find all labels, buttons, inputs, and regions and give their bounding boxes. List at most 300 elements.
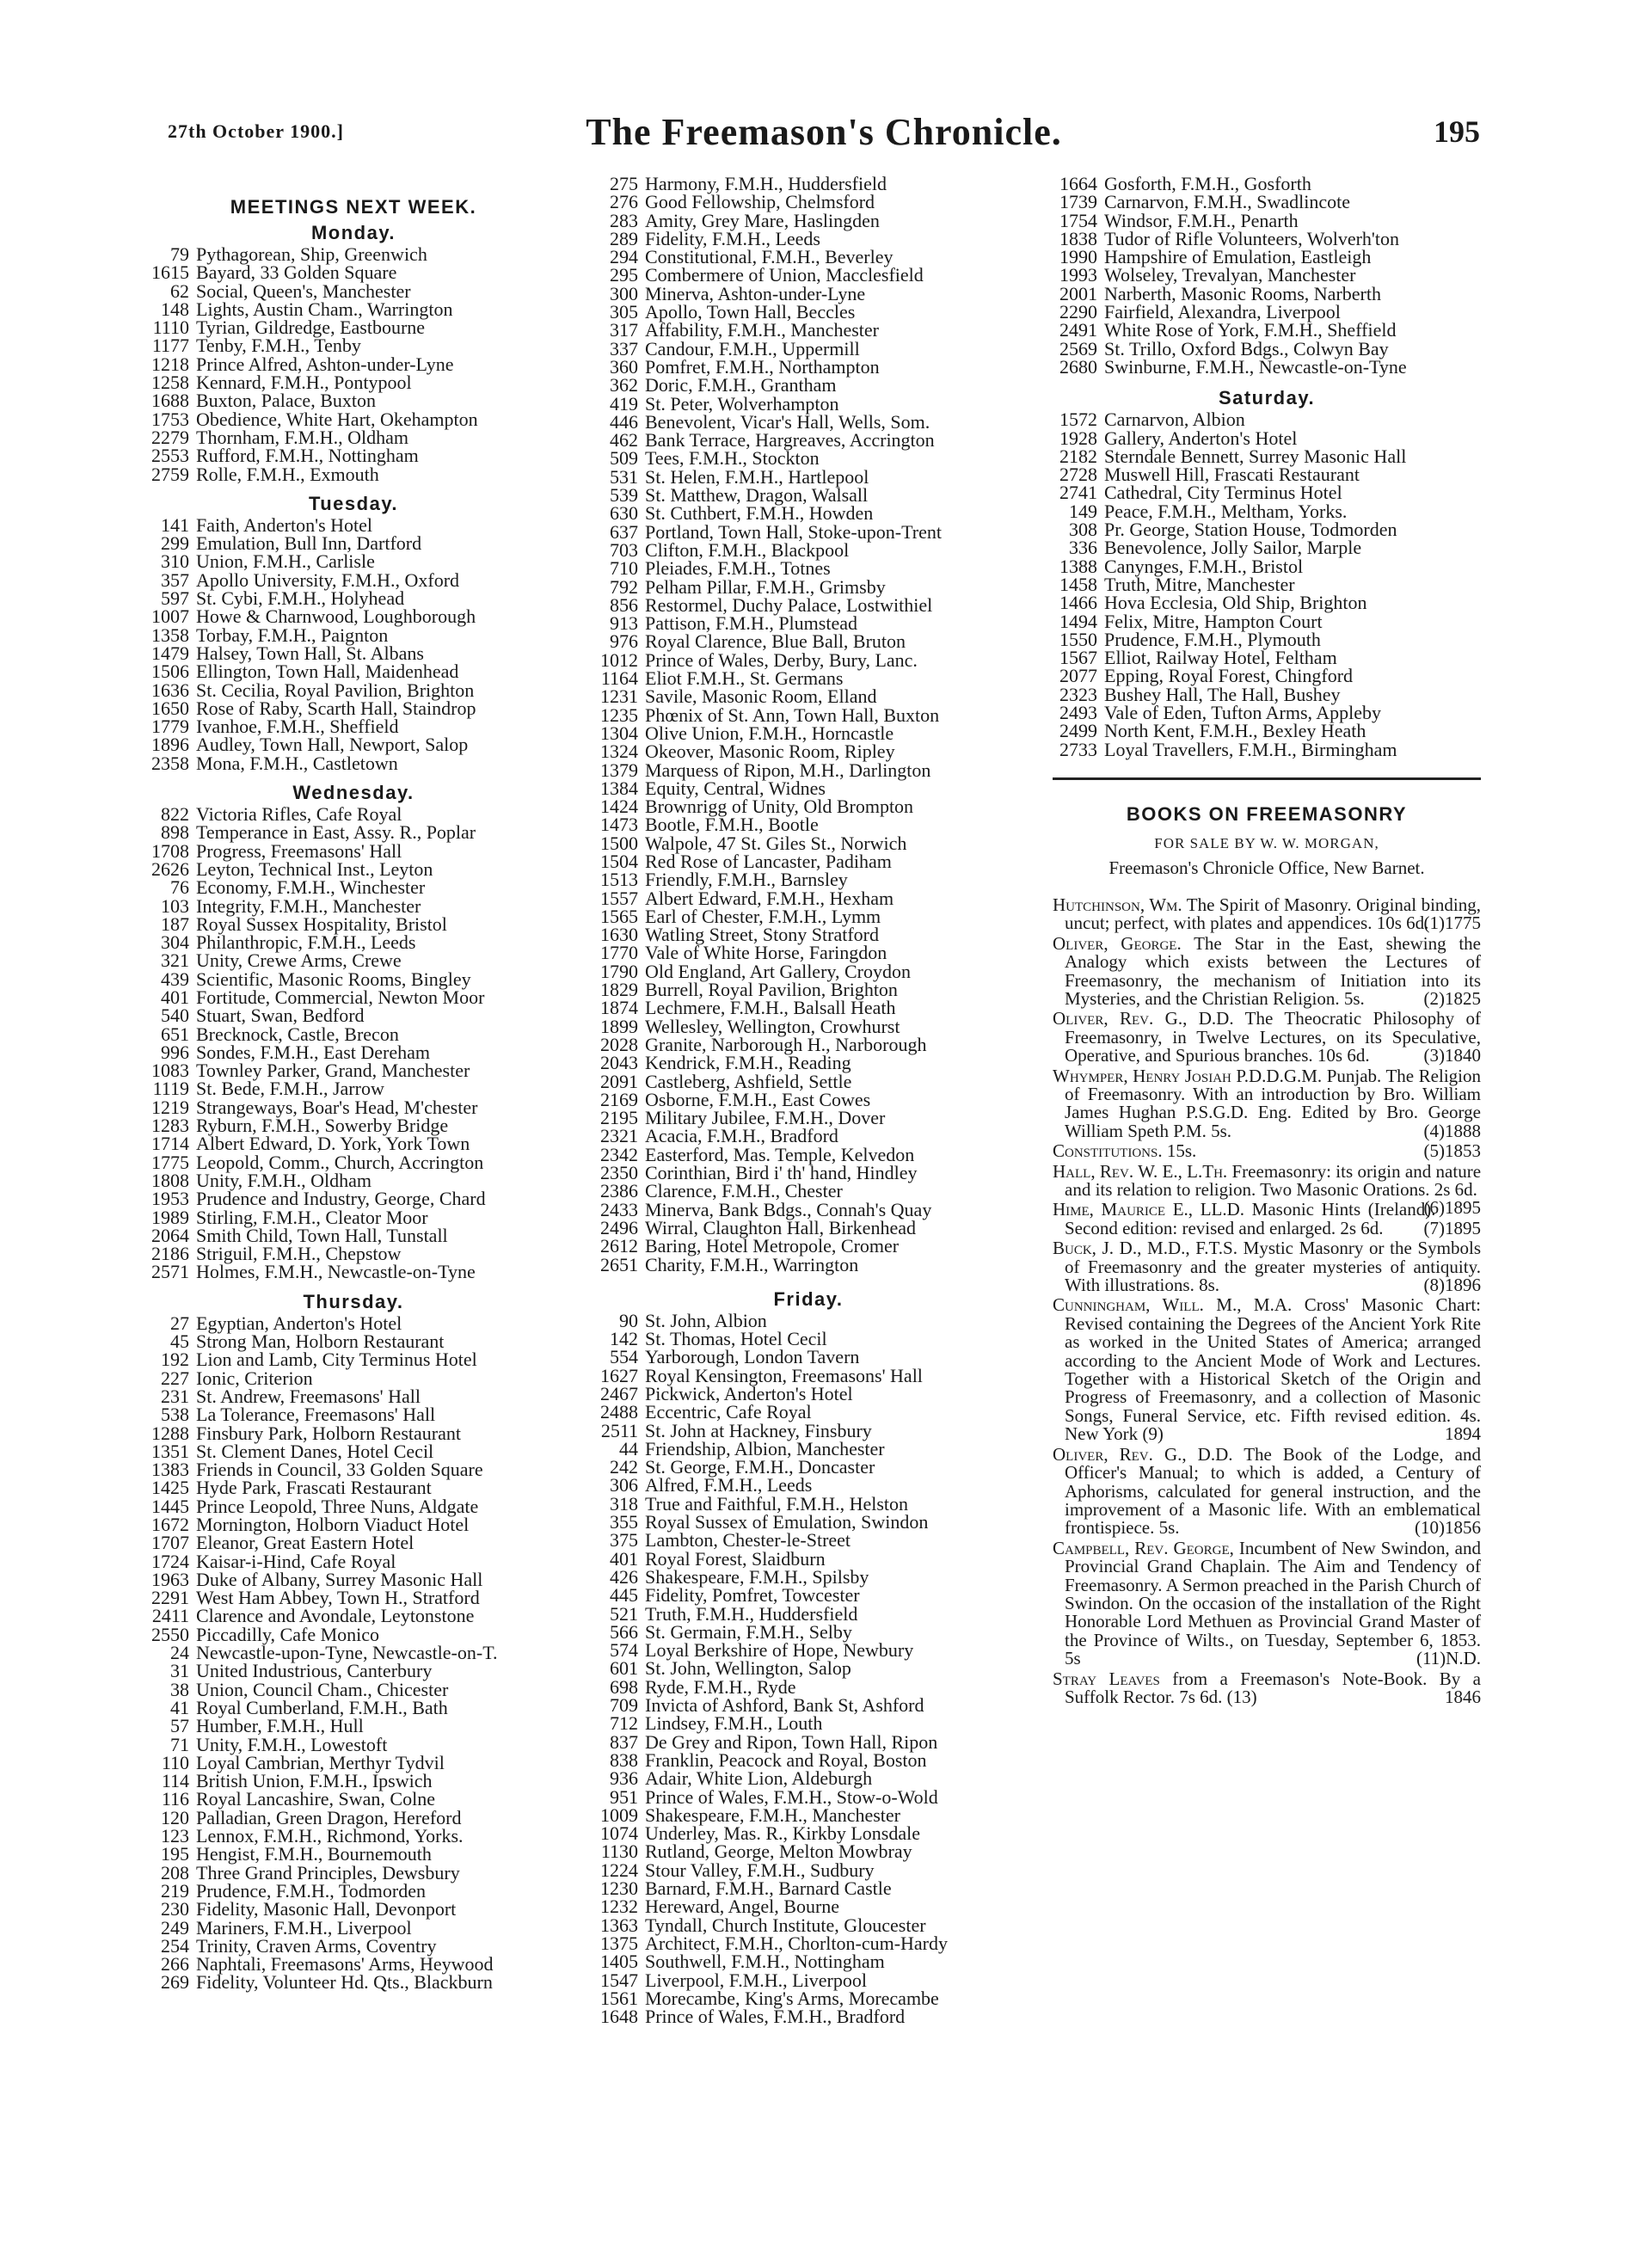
- books-list: [1053, 896, 1481, 1706]
- lodge-name: Clarence, F.M.H., Chester: [645, 1180, 843, 1202]
- lodge-entry: [144, 839, 562, 862]
- lodge-number: 1379: [600, 759, 638, 781]
- lodge-name: St. John at Hackney, Finsbury: [645, 1419, 872, 1441]
- column-1: [144, 175, 562, 1992]
- lodge-name: Lindsey, F.M.H., Louth: [645, 1712, 823, 1735]
- lodge-entry: [593, 907, 1023, 925]
- lodge-number: 1424: [600, 796, 638, 818]
- lodge-number: 208: [161, 1861, 189, 1883]
- lodge-entry: [593, 1253, 1023, 1275]
- lodge-entry: [593, 1309, 1023, 1331]
- lodge-number: 446: [610, 410, 638, 433]
- lodge-entry: [1053, 248, 1481, 266]
- lodge-name: Friendship, Albion, Manchester: [645, 1437, 885, 1459]
- lodge-number: 103: [161, 894, 189, 917]
- lodge-entry: [144, 821, 562, 844]
- lodge-name: Wolseley, Trevalyan, Manchester: [1104, 264, 1356, 286]
- lodge-name: British Union, F.M.H., Ipswich: [196, 1770, 433, 1792]
- lodge-entry: [593, 248, 1023, 266]
- lodge-name: Epping, Royal Forest, Chingford: [1104, 665, 1354, 687]
- lodge-number: 1688: [151, 390, 189, 412]
- lodge-name: Loyal Cambrian, Merthyr Tydvil: [196, 1751, 445, 1773]
- lodge-name: Bayard, 33 Golden Square: [196, 261, 397, 284]
- lodge-name: Sterndale Bennett, Surrey Masonic Hall: [1104, 445, 1407, 467]
- column-2: [593, 173, 1023, 2028]
- lodge-entry: [144, 1404, 562, 1426]
- lodge-entry: [144, 1552, 562, 1570]
- book-author: Oliver, Rev. G., D.D.: [1053, 1443, 1233, 1465]
- lodge-name: Kennard, F.M.H., Pontypool: [196, 372, 412, 394]
- lodge-number: 71: [170, 1733, 189, 1755]
- lodge-entry: [144, 1662, 562, 1680]
- lodge-entry: [144, 300, 562, 318]
- lodge-name: Clarence and Avondale, Leytonstone: [196, 1605, 475, 1627]
- lodge-entry: [144, 915, 562, 933]
- lodge-name: Baring, Hotel Metropole, Cromer: [645, 1235, 900, 1257]
- lodge-name: Equity, Central, Widnes: [645, 777, 826, 799]
- lodge-name: Harmony, F.M.H., Huddersfield: [645, 173, 887, 194]
- lodge-entry: [593, 706, 1023, 724]
- lodge-number: 419: [610, 392, 638, 415]
- lodge-name: Rolle, F.M.H., Exmouth: [196, 463, 379, 485]
- lodge-number: 2493: [1059, 702, 1097, 724]
- lodge-entry: [593, 1529, 1023, 1552]
- lodge-name: Prince of Wales, Derby, Bury, Lanc.: [645, 648, 918, 671]
- lodge-name: Hereward, Angel, Bourne: [645, 1896, 840, 1918]
- lodge-entry: [593, 1951, 1023, 1973]
- lodge-entry: [593, 869, 1023, 891]
- lodge-entry: [593, 355, 1023, 378]
- lodge-number: 1384: [600, 777, 638, 799]
- lodge-name: Tudor of Rifle Volunteers, Wolverh'ton: [1104, 227, 1399, 249]
- lodge-entry: [144, 532, 562, 555]
- lodge-number: 838: [610, 1748, 638, 1771]
- lodge-entry: [144, 1314, 562, 1332]
- lodge-number: 898: [161, 821, 189, 844]
- lodge-number: 1012: [600, 648, 638, 671]
- lodge-number: 1993: [1059, 264, 1097, 286]
- lodge-number: 375: [610, 1529, 638, 1552]
- lodge-entry: [144, 1369, 562, 1387]
- lodge-number: 539: [610, 484, 638, 507]
- lodge-number: 1953: [151, 1188, 189, 1210]
- lodge-number: 2350: [600, 1162, 638, 1184]
- lodge-entry: [144, 1515, 562, 1533]
- lodge-entry: [1053, 321, 1481, 339]
- lodge-number: 1636: [151, 679, 189, 701]
- lodge-name: Buxton, Palace, Buxton: [196, 390, 376, 412]
- page-number: 195: [1434, 114, 1480, 149]
- lodge-entry: [593, 1822, 1023, 1845]
- lodge-entry: [144, 335, 562, 357]
- lodge-name: Fortitude, Commercial, Newton Moor: [196, 986, 485, 1008]
- lodge-name: Fidelity, Pomfret, Towcester: [645, 1584, 860, 1607]
- lodge-name: Osborne, F.M.H., East Cowes: [645, 1088, 871, 1110]
- lodge-name: Newcastle-upon-Tyne, Newcastle-on-T.: [196, 1642, 498, 1664]
- book-listing: [1053, 1443, 1481, 1539]
- lodge-entry: [593, 1088, 1023, 1110]
- lodge-number: 2043: [600, 1052, 638, 1074]
- lodge-entry: [144, 1607, 562, 1625]
- lodge-number: 2386: [600, 1180, 638, 1202]
- lodge-entry: [593, 834, 1023, 852]
- lodge-number: 2291: [151, 1587, 189, 1609]
- lodge-entry: [144, 1644, 562, 1662]
- tuesday-heading: Tuesday.: [308, 492, 399, 514]
- lodge-number: 294: [610, 246, 638, 268]
- lodge-name: Lights, Austin Cham., Warrington: [196, 298, 453, 320]
- lodge-number: 1351: [151, 1440, 189, 1462]
- lodge-name: Union, F.M.H., Carlisle: [196, 550, 375, 573]
- lodge-number: 445: [610, 1584, 638, 1607]
- lodge-number: 1110: [152, 316, 189, 339]
- lodge-name: Progress, Freemasons' Hall: [196, 839, 402, 862]
- lodge-entry: [593, 1476, 1023, 1494]
- lodge-entry: [593, 1602, 1023, 1625]
- lodge-number: 1007: [151, 605, 189, 628]
- lodge-name: Benevolent, Vicar's Hall, Wells, Som.: [645, 410, 930, 433]
- lodge-entry: [593, 1216, 1023, 1238]
- lodge-number: 2569: [1059, 337, 1097, 359]
- lodge-name: Pleiades, F.M.H., Totnes: [645, 557, 831, 580]
- lodge-entry: [593, 1109, 1023, 1127]
- lodge-number: 2612: [600, 1235, 638, 1257]
- lodge-number: 2499: [1059, 720, 1097, 742]
- lodge-name: Rufford, F.M.H., Nottingham: [196, 445, 419, 467]
- lodge-number: 2488: [600, 1401, 638, 1423]
- lodge-number: 2491: [1059, 319, 1097, 341]
- lodge-entry: [144, 1827, 562, 1845]
- lodge-name: Friends in Council, 33 Golden Square: [196, 1459, 483, 1481]
- lodge-entry: [593, 1840, 1023, 1863]
- lodge-number: 1724: [151, 1550, 189, 1572]
- lodge-name: True and Faithful, F.M.H., Helston: [645, 1492, 909, 1515]
- lodge-number: 1230: [600, 1877, 638, 1900]
- lodge-name: Wirral, Claughton Hall, Birkenhead: [645, 1216, 916, 1238]
- lodge-number: 509: [610, 447, 638, 470]
- lodge-entry: [593, 1806, 1023, 1824]
- lodge-entry: [1053, 630, 1481, 648]
- book-author: Hall, Rev. W. E., L.Th.: [1053, 1160, 1228, 1182]
- lodge-name: Brownrigg of Unity, Old Brompton: [645, 796, 914, 818]
- lodge-entry: [144, 1442, 562, 1460]
- lodge-name: Charity, F.M.H., Warrington: [645, 1253, 859, 1275]
- lodge-number: 306: [610, 1474, 638, 1496]
- lodge-name: Smith Child, Town Hall, Tunstall: [196, 1224, 448, 1246]
- lodge-name: Carnarvon, F.M.H., Swadlincote: [1104, 191, 1351, 213]
- book-description: Punjab. The Religion of Freemasonry. With an introduction by Bro. William James Hughan P.S.G.D. Eng. Edited by Bro. George William Speth P.M. 5s.: [1065, 1065, 1481, 1141]
- lodge-name: Eleanor, Great Eastern Hotel: [196, 1532, 415, 1554]
- friday-heading: Friday.: [773, 1287, 844, 1310]
- lodge-number: 266: [161, 1953, 189, 1976]
- book-description: The Book of the Lodge, and Officer's Manual; to which is added, a Century of Aphorisms, calculated for general instruction, and the improvement of a Masonic life. With an emblematical frontispiece. 5s.: [1065, 1443, 1481, 1539]
- lodge-number: 710: [610, 557, 638, 580]
- lodge-entry: [144, 1934, 562, 1957]
- lodge-entry: [1053, 667, 1481, 685]
- lodge-name: Lion and Lamb, City Terminus Hotel: [196, 1349, 477, 1371]
- lodge-number: 538: [161, 1404, 189, 1426]
- lodge-entry: [144, 644, 562, 662]
- lodge-entry: [593, 1712, 1023, 1735]
- lodge-entry: [144, 390, 562, 412]
- lodge-entry: [593, 1127, 1023, 1145]
- lodge-entry: [144, 716, 562, 738]
- lodge-number: 1324: [600, 740, 638, 763]
- lodge-name: Naphtali, Freemasons' Arms, Heywood: [196, 1953, 494, 1976]
- lodge-entry: [593, 1437, 1023, 1459]
- lodge-entry: [593, 779, 1023, 797]
- lodge-number: 401: [610, 1547, 638, 1570]
- lodge-number: 123: [161, 1825, 189, 1847]
- lodge-number: 149: [1069, 500, 1097, 522]
- lodge-number: 1219: [151, 1096, 189, 1118]
- lodge-name: Burrell, Royal Pavilion, Brighton: [645, 979, 898, 1001]
- column-3: [1053, 175, 1481, 1708]
- lodge-number: 1083: [151, 1060, 189, 1082]
- lodge-number: 1130: [600, 1840, 638, 1863]
- lodge-number: 90: [619, 1309, 638, 1331]
- lodge-number: 1232: [600, 1896, 638, 1918]
- lodge-name: Tenby, F.M.H., Tenby: [196, 335, 361, 357]
- lodge-entry: [593, 648, 1023, 671]
- lodge-name: Franklin, Peacock and Royal, Boston: [645, 1748, 927, 1771]
- lodge-entry: [1053, 557, 1481, 575]
- lodge-number: 574: [610, 1639, 638, 1662]
- book-author: Cunningham, Will. M., M.A.: [1053, 1294, 1293, 1316]
- lodge-name: Yarborough, London Tavern: [645, 1346, 860, 1368]
- lodge-number: 709: [610, 1694, 638, 1717]
- lodge-name: Rose of Raby, Scarth Hall, Staindrop: [196, 697, 476, 719]
- lodge-name: Howe & Charnwood, Loughborough: [196, 605, 476, 628]
- lodge-number: 120: [161, 1806, 189, 1828]
- lodge-number: 114: [161, 1770, 189, 1792]
- lodge-name: Faith, Anderton's Hotel: [196, 513, 373, 536]
- lodge-entry: [593, 667, 1023, 690]
- lodge-entry: [593, 1916, 1023, 1934]
- lodge-name: Wellesley, Wellington, Crowhurst: [645, 1015, 900, 1037]
- lodge-number: 305: [610, 301, 638, 323]
- lodge-entry: [593, 1694, 1023, 1717]
- lodge-name: Ryburn, F.M.H., Sowerby Bridge: [196, 1115, 449, 1137]
- lodge-number: 1479: [151, 642, 189, 664]
- lodge-name: Townley Parker, Grand, Manchester: [196, 1060, 470, 1082]
- book-description: The Theocratic Philosophy of Freemasonry, in Twelve Lectures, on its Speculative, Operative, and Spurious branches. 10s 6d.: [1065, 1008, 1482, 1066]
- lodge-number: 1790: [600, 960, 638, 982]
- lodge-name: Stuart, Swan, Bedford: [196, 1005, 365, 1027]
- lodge-name: Castleberg, Ashfield, Settle: [645, 1070, 852, 1092]
- lodge-number: 2433: [600, 1198, 638, 1220]
- lodge-entry: [1053, 575, 1481, 593]
- lodge-entry: [144, 754, 562, 772]
- lodge-number: 2182: [1059, 445, 1097, 467]
- lodge-entry: [1053, 409, 1481, 431]
- lodge-number: 57: [170, 1715, 189, 1737]
- lodge-entry: [593, 1547, 1023, 1570]
- book-reference: (7)1895: [1423, 1217, 1481, 1238]
- lodge-entry: [593, 1748, 1023, 1771]
- lodge-entry: [593, 1620, 1023, 1643]
- lodge-number: 1375: [600, 1932, 638, 1954]
- lodge-number: 1565: [600, 905, 638, 927]
- lodge-number: 1494: [1059, 610, 1097, 632]
- lodge-number: 1627: [600, 1364, 638, 1386]
- lodge-entry: [144, 1387, 562, 1405]
- lodge-entry: [144, 681, 562, 699]
- lodge-entry: [593, 999, 1023, 1017]
- lodge-entry: [1053, 227, 1481, 249]
- lodge-entry: [1053, 447, 1481, 465]
- lodge-name: Humber, F.M.H., Hull: [196, 1715, 364, 1737]
- lodge-entry: [144, 1133, 562, 1155]
- lodge-name: Finsbury Park, Holborn Restaurant: [196, 1422, 461, 1444]
- lodge-name: North Kent, F.M.H., Bexley Heath: [1104, 720, 1366, 742]
- lodge-entry: [144, 1971, 562, 1994]
- book-reference: 1846: [1445, 1686, 1481, 1707]
- lodge-name: Military Jubilee, F.M.H., Dover: [645, 1107, 886, 1129]
- lodge-name: Felix, Mitre, Hampton Court: [1104, 610, 1323, 632]
- book-reference: (8)1896: [1423, 1275, 1481, 1296]
- lodge-name: Peace, F.M.H., Meltham, Yorks.: [1104, 500, 1348, 522]
- lodge-name: Victoria Rifles, Cafe Royal: [196, 803, 402, 826]
- lodge-name: Prince of Wales, F.M.H., Bradford: [645, 2006, 906, 2028]
- lodge-entry: [593, 1419, 1023, 1441]
- lodge-entry: [593, 1565, 1023, 1588]
- lodge-number: 2467: [600, 1383, 638, 1404]
- lodge-number: 41: [170, 1696, 189, 1718]
- lodge-name: Granite, Narborough H., Narborough: [645, 1033, 927, 1055]
- lodge-number: 637: [610, 520, 638, 543]
- lodge-number: 2279: [151, 426, 189, 448]
- lodge-number: 1708: [151, 839, 189, 862]
- books-title: BOOKS ON FREEMASONRY: [1126, 802, 1408, 825]
- lodge-name: Economy, F.M.H., Winchester: [196, 876, 426, 899]
- lodge-entry: [144, 699, 562, 717]
- lodge-name: St. George, F.M.H., Doncaster: [645, 1456, 875, 1478]
- lodge-name: Mona, F.M.H., Castletown: [196, 752, 398, 774]
- lodge-entry: [593, 593, 1023, 616]
- lodge-name: Royal Sussex of Emulation, Swindon: [645, 1511, 929, 1533]
- lodge-number: 2759: [151, 463, 189, 485]
- lodge-entry: [1053, 502, 1481, 520]
- lodge-name: Savile, Masonic Room, Elland: [645, 685, 877, 708]
- thursday-heading: Thursday.: [303, 1290, 404, 1312]
- lodge-number: 1500: [600, 832, 638, 854]
- book-author: Stray Leaves: [1053, 1668, 1160, 1689]
- lodge-entry: [1053, 209, 1481, 231]
- lodge-name: St. Cybi, F.M.H., Holyhead: [196, 587, 405, 610]
- lodge-entry: [144, 1696, 562, 1718]
- lodge-name: Striguil, F.M.H., Chepstow: [196, 1243, 402, 1265]
- lodge-name: Loyal Berkshire of Hope, Newbury: [645, 1639, 914, 1662]
- lodge-name: St. Bede, F.M.H., Jarrow: [196, 1078, 384, 1100]
- lodge-entry: [144, 1916, 562, 1939]
- lodge-name: Leopold, Comm., Church, Accrington: [196, 1151, 484, 1173]
- lodge-name: Good Fellowship, Chelmsford: [645, 191, 875, 213]
- lodge-number: 1775: [151, 1151, 189, 1173]
- lodge-number: 2411: [151, 1605, 189, 1627]
- lodge-number: 2001: [1059, 282, 1097, 304]
- lodge-name: Ryde, F.M.H., Ryde: [645, 1675, 796, 1698]
- lodge-name: Truth, F.M.H., Huddersfield: [645, 1602, 858, 1625]
- lodge-entry: [144, 568, 562, 591]
- lodge-number: 1119: [152, 1078, 189, 1100]
- lodge-number: 269: [161, 1971, 189, 1994]
- lodge-name: Invicta of Ashford, Bank St, Ashford: [645, 1694, 924, 1717]
- lodge-number: 401: [161, 986, 189, 1008]
- lodge-entry: [144, 1115, 562, 1137]
- books-office: Freemason's Chronicle Office, New Barnet.: [1108, 857, 1425, 878]
- issue-date: 27th October 1900.]: [168, 120, 344, 142]
- lodge-name: Thornham, F.M.H., Oldham: [196, 426, 408, 448]
- lodge-name: Mornington, Holborn Viaduct Hotel: [196, 1514, 470, 1535]
- lodge-number: 1557: [600, 887, 638, 909]
- lodge-name: Royal Lancashire, Swan, Colne: [196, 1788, 435, 1810]
- lodge-number: 1235: [600, 704, 638, 726]
- lodge-name: Temperance in East, Assy. R., Poplar: [196, 821, 476, 844]
- lodge-name: Royal Clarence, Blue Ball, Bruton: [645, 630, 906, 653]
- lodge-number: 822: [161, 803, 189, 826]
- lodge-name: Shakespeare, F.M.H., Manchester: [645, 1804, 900, 1826]
- lodge-name: Doric, F.M.H., Grantham: [645, 374, 837, 396]
- book-description: Incumbent of New Swindon, and Provincial Grand Chaplain. The Aim and Tendency of Freemasonry. A Sermon preached in the Parish Church of Swindon. On the occasion of the installation of the Right Honorable Lord Methuen as Provincial Grand Master of the Province of Wilts., on Tuesday, September 6, 1853. 5s: [1065, 1537, 1481, 1669]
- lodge-name: Vale of White Horse, Faringdon: [645, 942, 887, 964]
- lodge-number: 1899: [600, 1015, 638, 1037]
- lodge-entry: [144, 1717, 562, 1735]
- lodge-name: Scientific, Masonic Rooms, Bingley: [196, 968, 471, 990]
- lodge-name: Prince of Wales, F.M.H., Stow-o-Wold: [645, 1785, 938, 1808]
- lodge-name: Pythagorean, Ship, Greenwich: [196, 243, 427, 265]
- lodge-number: 651: [161, 1023, 189, 1045]
- lodge-number: 24: [170, 1642, 189, 1664]
- lodge-name: Kaisar-i-Hind, Cafe Royal: [196, 1550, 396, 1572]
- lodge-entry: [593, 1767, 1023, 1790]
- lodge-number: 317: [610, 319, 638, 341]
- lodge-name: La Tolerance, Freemasons' Hall: [196, 1404, 436, 1426]
- lodge-number: 276: [610, 191, 638, 213]
- lodge-entry: [593, 447, 1023, 470]
- lodge-name: Old England, Art Gallery, Croydon: [645, 960, 911, 982]
- lodge-number: 45: [170, 1330, 189, 1353]
- lodge-entry: [144, 1060, 562, 1082]
- lodge-name: Fidelity, Volunteer Hd. Qts., Blackburn: [196, 1971, 493, 1994]
- lodge-number: 2064: [151, 1224, 189, 1246]
- lodge-name: Royal Kensington, Freemasons' Hall: [645, 1364, 923, 1386]
- lodge-number: 79: [170, 243, 189, 265]
- book-description: Freemasonry: its origin and nature and its relation to religion. Two Masonic Orations. 2s 6d.: [1065, 1160, 1482, 1200]
- lodge-name: Unity, F.M.H., Lowestoft: [196, 1733, 388, 1755]
- lodge-name: Fairfield, Alexandra, Liverpool: [1104, 301, 1341, 323]
- lodge-number: 2321: [600, 1125, 638, 1147]
- lodge-number: 1928: [1059, 427, 1097, 449]
- lodge-entry: [144, 1900, 562, 1918]
- lodge-number: 1425: [151, 1477, 189, 1499]
- lodge-number: 1829: [600, 979, 638, 1001]
- lodge-name: Strangeways, Boar's Head, M'chester: [196, 1096, 478, 1118]
- lodge-name: Fidelity, Masonic Hall, Devonport: [196, 1898, 457, 1920]
- lodge-entry: [593, 1584, 1023, 1607]
- lodge-entry: [144, 1625, 562, 1644]
- lodge-name: Hova Ecclesia, Old Ship, Brighton: [1104, 592, 1367, 614]
- lodge-number: 318: [610, 1492, 638, 1515]
- lodge-entry: [144, 372, 562, 394]
- lodge-name: St. Clement Danes, Hotel Cecil: [196, 1440, 434, 1462]
- lodge-entry: [593, 980, 1023, 999]
- book-description: Masonic Hints (Ireland). Second edition: revised and enlarged. 2s 6d.: [1065, 1199, 1436, 1238]
- lodge-entry: [144, 1879, 562, 1902]
- lodge-number: 2290: [1059, 301, 1097, 323]
- lodge-number: 1009: [600, 1804, 638, 1826]
- lodge-number: 116: [161, 1788, 189, 1810]
